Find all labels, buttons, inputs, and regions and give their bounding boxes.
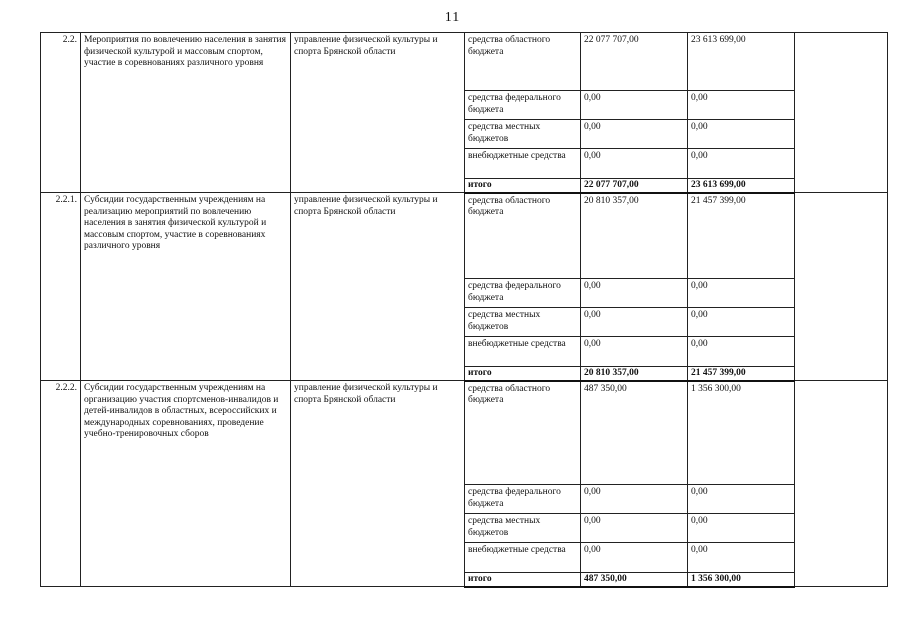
value-year-1: 0,00 (581, 514, 688, 543)
value-year-1: 0,00 (581, 120, 688, 149)
value-year-2: 1 356 300,00 (688, 381, 795, 485)
source-label: средства федерального бюджета (465, 279, 581, 308)
total-year-2: 21 457 399,00 (688, 367, 795, 381)
value-year-2: 23 613 699,00 (688, 33, 795, 91)
source-label: средства местных бюджетов (465, 308, 581, 337)
source-label: средства областного бюджета (465, 193, 581, 279)
value-year-1: 0,00 (581, 308, 688, 337)
value-year-2: 0,00 (688, 149, 795, 179)
item-executor: управление физической культуры и спорта Брянской области (291, 193, 465, 381)
item-name: Субсидии государственным учреждениям на реализацию мероприятий по вовлечению населения в занятия физической культурой и массовым спортом, участие в соревнованиях различного уровня (81, 193, 291, 381)
table-row (41, 193, 888, 279)
item-number: 2.2. (41, 33, 81, 193)
item-name: Субсидии государственным учреждениям на организацию участия спортсменов-инвалидов и детей-инвалидов в областных, всероссийских и международных соревнованиях, проведение учебно-тренировочных сборов (81, 381, 291, 587)
source-label: средства областного бюджета (465, 33, 581, 91)
source-label: средства местных бюджетов (465, 514, 581, 543)
value-year-1: 20 810 357,00 (581, 193, 688, 279)
total-year-1: 487 350,00 (581, 573, 688, 587)
item-executor: управление физической культуры и спорта Брянской области (291, 33, 465, 193)
value-year-2: 0,00 (688, 120, 795, 149)
value-year-1: 0,00 (581, 337, 688, 367)
page-number: 11 (444, 10, 461, 25)
table-row (41, 381, 888, 485)
total-year-1: 20 810 357,00 (581, 367, 688, 381)
financing-table (40, 32, 888, 588)
value-year-1: 0,00 (581, 91, 688, 120)
value-year-1: 0,00 (581, 485, 688, 514)
value-year-2: 21 457 399,00 (688, 193, 795, 279)
value-year-2: 0,00 (688, 543, 795, 573)
item-executor: управление физической культуры и спорта Брянской области (291, 381, 465, 587)
value-year-1: 487 350,00 (581, 381, 688, 485)
total-label: итого (465, 179, 581, 193)
value-year-1: 0,00 (581, 279, 688, 308)
total-label: итого (465, 367, 581, 381)
source-label: внебюджетные средства (465, 543, 581, 573)
value-year-1: 0,00 (581, 543, 688, 573)
source-label: средства федерального бюджета (465, 91, 581, 120)
value-year-2: 0,00 (688, 91, 795, 120)
item-number: 2.2.1. (41, 193, 81, 381)
value-year-2: 0,00 (688, 279, 795, 308)
total-year-2: 1 356 300,00 (688, 573, 795, 587)
total-year-2: 23 613 699,00 (688, 179, 795, 193)
source-label: средства федерального бюджета (465, 485, 581, 514)
value-year-1: 22 077 707,00 (581, 33, 688, 91)
value-year-2: 0,00 (688, 337, 795, 367)
table-row (41, 33, 888, 91)
item-number: 2.2.2. (41, 381, 81, 587)
item-name: Мероприятия по вовлечению населения в занятия физической культурой и массовым спортом, участие в соревнованиях различного уровня (81, 33, 291, 193)
value-year-2: 0,00 (688, 485, 795, 514)
source-label: внебюджетные средства (465, 149, 581, 179)
empty-cell (795, 193, 888, 381)
empty-cell (795, 33, 888, 193)
source-label: средства областного бюджета (465, 381, 581, 485)
value-year-1: 0,00 (581, 149, 688, 179)
total-label: итого (465, 573, 581, 587)
empty-cell (795, 381, 888, 587)
value-year-2: 0,00 (688, 308, 795, 337)
value-year-2: 0,00 (688, 514, 795, 543)
source-label: средства местных бюджетов (465, 120, 581, 149)
source-label: внебюджетные средства (465, 337, 581, 367)
total-year-1: 22 077 707,00 (581, 179, 688, 193)
